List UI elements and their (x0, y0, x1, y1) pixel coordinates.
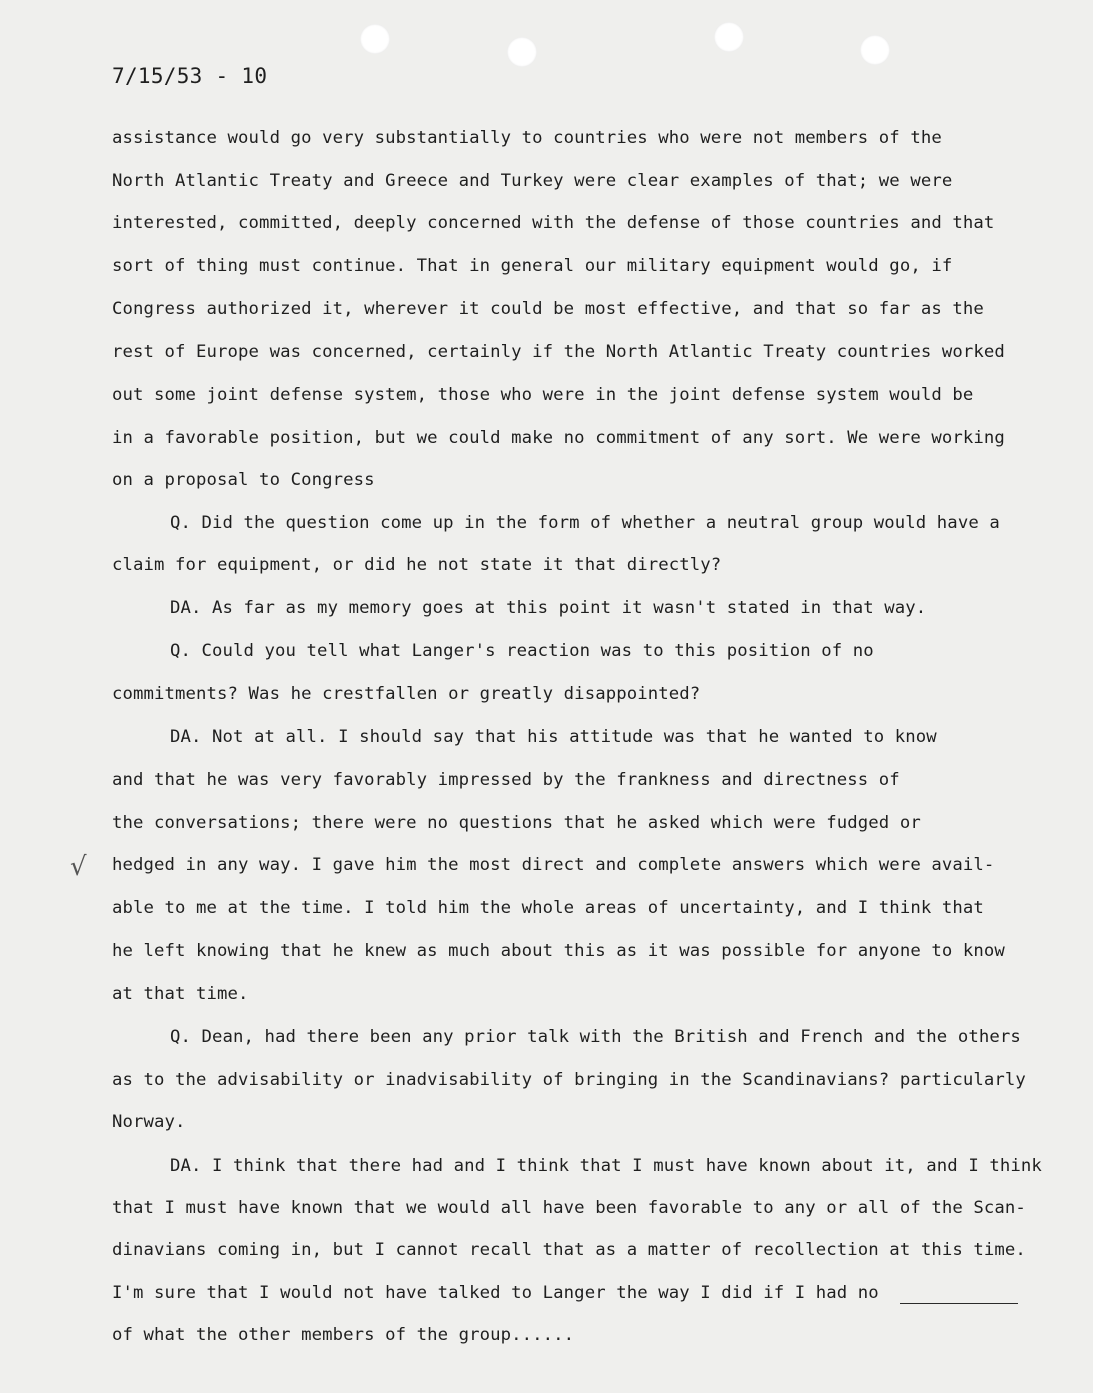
text-line: on a proposal to Congress (112, 470, 375, 490)
text-line: of what the other members of the group...... (112, 1325, 575, 1345)
text-line: Q. Could you tell what Langer's reaction was to this position of no (170, 641, 874, 661)
text-line: he left knowing that he knew as much about this as it was possible for anyone to know (112, 941, 1005, 961)
text-line: Congress authorized it, wherever it could be most effective, and that so far as the (112, 299, 984, 319)
text-line: rest of Europe was concerned, certainly if the North Atlantic Treaty countries worked (112, 342, 1005, 362)
text-line: North Atlantic Treaty and Greece and Turkey were clear examples of that; we were (112, 171, 953, 191)
text-line: commitments? Was he crestfallen or greatly disappointed? (112, 684, 701, 704)
text-line: the conversations; there were no questions that he asked which were fudged or (112, 813, 921, 833)
page-reference: 7/15/53 - 10 (112, 64, 268, 88)
text-line: dinavians coming in, but I cannot recall that as a matter of recollection at this time. (112, 1240, 1026, 1260)
text-line: hedged in any way. I gave him the most direct and complete answers which were avail- (112, 855, 995, 875)
punch-hole (860, 35, 890, 65)
text-line: in a favorable position, but we could make no commitment of any sort. We were working (112, 428, 1005, 448)
margin-checkmark: √ (70, 852, 87, 882)
text-line: DA. As far as my memory goes at this point it wasn't stated in that way. (170, 598, 927, 618)
punch-hole (360, 24, 390, 54)
text-line: I'm sure that I would not have talked to Langer the way I did if I had no (112, 1283, 879, 1303)
punch-hole (507, 37, 537, 67)
text-line: at that time. (112, 984, 249, 1004)
text-line: Q. Dean, had there been any prior talk with the British and French and the others (170, 1027, 1021, 1047)
text-line: as to the advisability or inadvisability of bringing in the Scandinavians? particularly (112, 1070, 1026, 1090)
text-line: interested, committed, deeply concerned with the defense of those countries and that (112, 213, 995, 233)
text-line: assistance would go very substantially to countries who were not members of the (112, 128, 942, 148)
punch-hole (714, 22, 744, 52)
text-line: sort of thing must continue. That in general our military equipment would go, if (112, 256, 953, 276)
text-line: Norway. (112, 1112, 186, 1132)
fill-in-blank (900, 1303, 1018, 1304)
text-line: and that he was very favorably impressed by the frankness and directness of (112, 770, 900, 790)
text-line: able to me at the time. I told him the whole areas of uncertainty, and I think that (112, 898, 984, 918)
text-line: claim for equipment, or did he not state it that directly? (112, 555, 722, 575)
text-line: DA. I think that there had and I think that I must have known about it, and I think (170, 1156, 1042, 1176)
text-line: out some joint defense system, those who were in the joint defense system would be (112, 385, 974, 405)
text-line: Q. Did the question come up in the form of whether a neutral group would have a (170, 513, 1000, 533)
text-line: DA. Not at all. I should say that his attitude was that he wanted to know (170, 727, 937, 747)
text-line: that I must have known that we would all have been favorable to any or all of the Scan- (112, 1198, 1026, 1218)
